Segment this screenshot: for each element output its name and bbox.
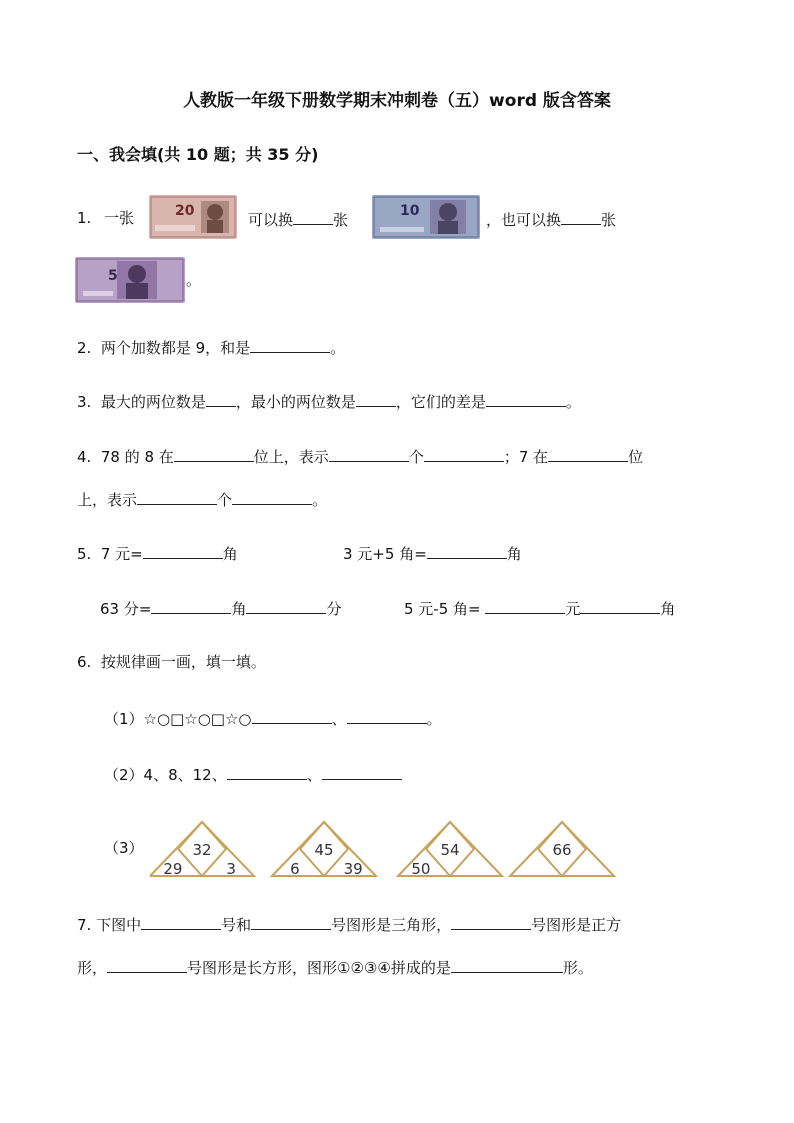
answer-blank-5f[interactable] xyxy=(580,597,660,614)
question-3-num: 3. xyxy=(77,393,92,411)
question-5-line-1a xyxy=(77,542,238,564)
question-1-label-b: 可以换 xyxy=(248,211,294,229)
triangle-left-number: 29 xyxy=(163,860,183,878)
question-7-num: 7. xyxy=(77,916,92,934)
question-5-num: 5. xyxy=(77,545,92,563)
question-5-unit-c: 角 xyxy=(231,600,247,618)
triangle-right-number: 39 xyxy=(343,860,363,878)
triangle-right-number: 3 xyxy=(226,860,236,878)
question-7-text-c: 号图形是三角形， xyxy=(331,916,452,934)
question-5-line-1b xyxy=(343,542,522,564)
answer-blank-6c[interactable] xyxy=(227,763,307,780)
question-4-text-b: 位上，表示 xyxy=(253,448,329,466)
question-7-line-2 xyxy=(77,956,593,978)
question-2 xyxy=(77,336,345,358)
page-title: 人教版一年级下册数学期末冲刺卷（五）word 版含答案 xyxy=(183,91,611,111)
banknote-10-value: 10 xyxy=(400,203,420,219)
question-5-unit-e: 元 xyxy=(565,600,581,618)
answer-blank-5c[interactable] xyxy=(151,597,231,614)
question-5-text-c: 63 分= xyxy=(100,600,152,618)
question-2-end: 。 xyxy=(330,339,346,357)
answer-blank-5d[interactable] xyxy=(246,597,326,614)
answer-blank-7c[interactable] xyxy=(451,913,531,930)
question-7-circled-numbers: ①②③④ xyxy=(337,959,391,977)
question-3-text-b: ，最小的两位数是 xyxy=(235,393,356,411)
number-triangle-4 xyxy=(510,822,614,876)
question-6 xyxy=(77,652,266,672)
question-4-text-e: 位 xyxy=(628,448,644,466)
question-7-text-d: 号图形是正方 xyxy=(531,916,622,934)
answer-blank-6a[interactable] xyxy=(252,707,332,724)
answer-blank-4f[interactable] xyxy=(232,488,312,505)
question-5-text-b: 3 元+5 角= xyxy=(343,545,427,563)
question-4-text-d: ；7 在 xyxy=(503,448,549,466)
answer-blank-3c[interactable] xyxy=(486,390,566,407)
answer-blank-7e[interactable] xyxy=(451,956,563,973)
answer-blank-5a[interactable] xyxy=(143,542,223,559)
question-4-end: 。 xyxy=(312,491,328,509)
triangle-left-number: 6 xyxy=(290,860,300,878)
question-5-unit-a: 角 xyxy=(222,545,238,563)
question-3-text-a: 最大的两位数是 xyxy=(100,393,206,411)
question-6-num: 6. xyxy=(77,653,92,671)
question-5-text-d: 5 元-5 角= xyxy=(404,600,481,618)
banknote-20-value: 20 xyxy=(175,203,195,219)
triangle-left-number: 50 xyxy=(411,860,431,878)
question-1-text-b xyxy=(248,208,348,230)
answer-blank-7d[interactable] xyxy=(107,956,187,973)
banknote-5-value: 5 xyxy=(108,268,118,284)
question-6-text: 按规律画一画，填一填。 xyxy=(100,653,266,671)
question-3-text-c: ，它们的差是 xyxy=(395,393,486,411)
section-heading: 一、我会填(共 10 题；共 35 分) xyxy=(77,145,319,164)
banknote-5-image xyxy=(75,257,185,303)
question-6-pattern-shapes: （1）☆○□☆○□☆○ xyxy=(104,710,252,728)
question-4-line-1 xyxy=(77,445,643,467)
number-triangle-3 xyxy=(398,822,502,878)
answer-blank-4b[interactable] xyxy=(329,445,409,462)
question-7-text-f: 号图形是长方形，图形 xyxy=(187,959,338,977)
question-1-label-c: 张 xyxy=(333,211,349,229)
triangle-top-number: 54 xyxy=(440,841,460,859)
question-4-text-c: 个 xyxy=(408,448,424,466)
question-6-sub-1 xyxy=(104,707,442,729)
question-7-line-1 xyxy=(77,913,621,935)
question-6-sub-2 xyxy=(104,763,402,785)
question-3 xyxy=(77,390,581,412)
answer-blank-6d[interactable] xyxy=(322,763,402,780)
number-triangle-1 xyxy=(150,822,254,878)
number-triangles-figure xyxy=(150,820,620,882)
question-6-sub-3-label: （3） xyxy=(104,839,144,857)
answer-blank-7b[interactable] xyxy=(251,913,331,930)
question-5-unit-f: 角 xyxy=(660,600,676,618)
answer-blank-1a[interactable] xyxy=(293,208,333,225)
answer-blank-7a[interactable] xyxy=(141,913,221,930)
question-6-pattern-numbers: （2）4、8、12、 xyxy=(104,766,227,784)
question-5-text-a: 7 元= xyxy=(100,545,143,563)
question-1-label-e: 张 xyxy=(601,211,617,229)
answer-blank-4e[interactable] xyxy=(137,488,217,505)
answer-blank-6b[interactable] xyxy=(347,707,427,724)
answer-blank-3a[interactable] xyxy=(206,390,236,407)
question-6-sep-a: 、 xyxy=(331,710,347,728)
question-6-end-a: 。 xyxy=(426,710,442,728)
answer-blank-3b[interactable] xyxy=(356,390,396,407)
question-4-text-f: 上，表示 xyxy=(77,491,138,509)
question-3-end: 。 xyxy=(565,393,581,411)
answer-blank-2[interactable] xyxy=(250,336,330,353)
question-1-num: 1. xyxy=(77,209,92,227)
answer-blank-1b[interactable] xyxy=(561,208,601,225)
question-1-text-a: 一张 xyxy=(104,209,135,227)
question-4-text-a: 78 的 8 在 xyxy=(100,448,174,466)
question-4-num: 4. xyxy=(77,448,92,466)
answer-blank-4d[interactable] xyxy=(548,445,628,462)
question-7-text-a: 下图中 xyxy=(96,916,142,934)
answer-blank-5b[interactable] xyxy=(427,542,507,559)
answer-blank-4c[interactable] xyxy=(424,445,504,462)
answer-blank-4a[interactable] xyxy=(174,445,254,462)
triangle-top-number: 32 xyxy=(192,841,212,859)
question-2-num: 2. xyxy=(77,339,92,357)
question-1-end: 。 xyxy=(186,271,202,289)
question-1-label-d: ，也可以换 xyxy=(486,211,562,229)
question-7-end: 形。 xyxy=(562,959,593,977)
question-4-line-2 xyxy=(77,488,327,510)
question-1-text-c xyxy=(486,208,616,230)
number-triangle-2 xyxy=(272,822,376,878)
triangle-top-number: 66 xyxy=(552,841,572,859)
question-2-text: 两个加数都是 9，和是 xyxy=(100,339,251,357)
triangle-top-number: 45 xyxy=(314,841,334,859)
question-5-unit-b: 角 xyxy=(506,545,522,563)
question-7-text-b: 号和 xyxy=(221,916,252,934)
question-4-text-g: 个 xyxy=(217,491,233,509)
answer-blank-5e[interactable] xyxy=(485,597,565,614)
banknote-10-image xyxy=(372,195,480,239)
question-5-line-2a xyxy=(100,597,341,619)
question-7-text-e: 形， xyxy=(77,959,108,977)
question-6-sep-b: 、 xyxy=(306,766,322,784)
question-7-text-g: 拼成的是 xyxy=(390,959,451,977)
question-5-line-2b xyxy=(404,597,675,619)
question-5-unit-d: 分 xyxy=(326,600,342,618)
